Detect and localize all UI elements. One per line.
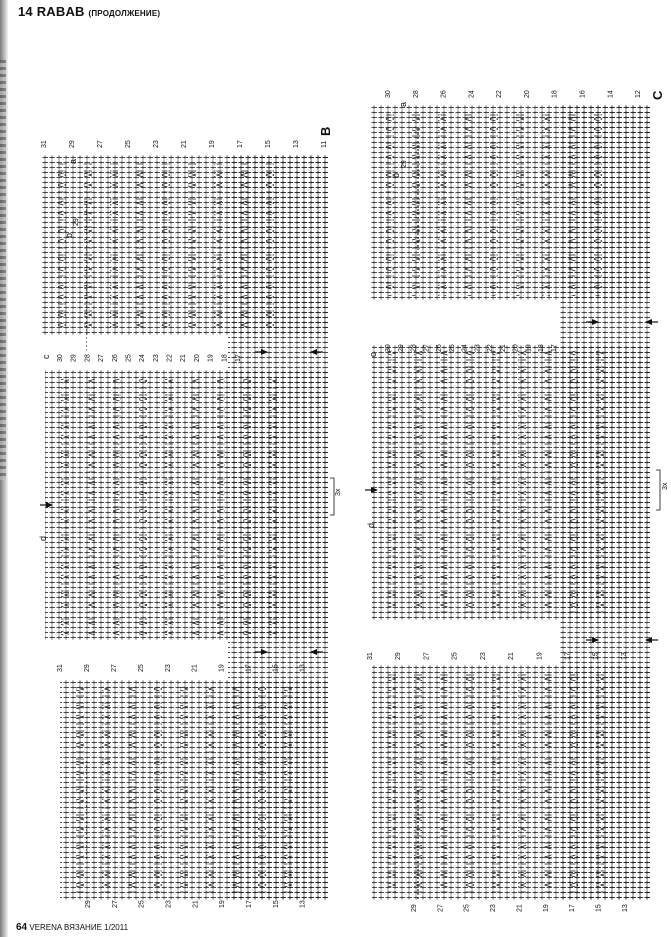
marker-b-row-left: 29 [73, 218, 80, 226]
marker-c-left: c [41, 354, 51, 359]
left-bot-lower-row-number: 27 [111, 900, 119, 908]
right-bot-row-number: 25 [451, 652, 459, 660]
pattern-number: 14 [18, 4, 33, 19]
left-mid-row-number: 24 [139, 354, 147, 362]
right-mid-row-number: 18 [538, 344, 546, 352]
right-top-row-number: 22 [496, 90, 504, 98]
left-mid-row-number: 25 [125, 354, 133, 362]
right-mid-row-number: 24 [461, 344, 469, 352]
right-mid-row-number: 29 [397, 344, 405, 352]
left-bot-row-number: 31 [57, 664, 64, 672]
page-number: 64 [16, 922, 28, 933]
right-bot-row-number: 17 [564, 652, 572, 660]
left-top-row-number: 19 [209, 140, 216, 148]
right-bot-row-number: 13 [620, 652, 628, 660]
left-bot-lower-row-number: 19 [219, 900, 227, 908]
right-bot-lower-row-number: 13 [621, 904, 629, 912]
left-mid-row-number: 20 [193, 354, 201, 362]
right-bot-row-number: 31 [367, 652, 374, 660]
left-bot-lower-row-number: 25 [138, 900, 146, 908]
right-top-row-number: 16 [579, 90, 587, 98]
left-bot-lower-row-number: 15 [272, 900, 280, 908]
left-bot-lower-row-number: 13 [299, 900, 307, 908]
left-top-row-number: 17 [237, 140, 244, 148]
left-mid-row-number: 30 [57, 354, 64, 362]
diagram-label-b: B [318, 126, 333, 136]
right-top-row-number: 18 [551, 90, 559, 98]
left-bot-row-number: 13 [299, 664, 307, 672]
left-top-row-number: 23 [153, 140, 160, 148]
left-bot-row-number: 23 [164, 664, 172, 672]
left-bot-row-number: 15 [272, 664, 280, 672]
left-top-row-number: 31 [41, 140, 48, 148]
repeat-label-left: 3x [335, 488, 342, 496]
left-bot-row-number: 29 [83, 664, 91, 672]
right-bot-row-number: 21 [508, 652, 516, 660]
left-mid-row-number: 29 [70, 354, 78, 362]
left-top-row-number: 11 [321, 140, 328, 148]
marker-a-left: a [68, 158, 78, 164]
right-mid-row-number: 28 [410, 344, 418, 352]
right-top-row-number: 26 [440, 90, 448, 98]
right-mid-row-number: 17 [551, 344, 558, 352]
right-mid-row-number: 26 [436, 344, 444, 352]
right-top-row-number: 28 [412, 90, 420, 98]
left-mid-row-number: 17 [235, 354, 242, 362]
left-mid-row-number: 27 [98, 354, 106, 362]
right-mid-row-number: 27 [423, 344, 431, 352]
right-bot-row-number: 19 [536, 652, 544, 660]
marker-d-right: d [366, 522, 376, 528]
left-mid-row-number: 21 [180, 354, 188, 362]
right-bot-lower-row-number: 19 [542, 904, 550, 912]
left-top-row-number: 15 [265, 140, 272, 148]
right-top-row-number: 24 [468, 90, 476, 98]
right-bot-row-number: 15 [592, 652, 600, 660]
right-bot-lower-row-number: 21 [516, 904, 524, 912]
right-bot-lower-row-number: 27 [437, 904, 445, 912]
right-bot-lower-row-number: 25 [463, 904, 471, 912]
left-mid-row-number: 23 [152, 354, 160, 362]
left-mid-row-number: 18 [221, 354, 229, 362]
left-top-row-number: 25 [125, 140, 132, 148]
marker-b-row-right: 29 [401, 160, 408, 168]
right-bot-lower-row-number: 29 [411, 904, 418, 912]
left-top-row-number: 29 [69, 140, 76, 148]
right-top-row-number: 12 [635, 90, 643, 98]
left-mid-row-number: 26 [111, 354, 119, 362]
right-top-row-number: 30 [385, 90, 392, 98]
right-bot-row-number: 29 [395, 652, 403, 660]
right-bot-lower-row-number: 15 [595, 904, 603, 912]
marker-d-left: d [38, 535, 48, 541]
right-top-row-number: 20 [523, 90, 531, 98]
left-bot-row-number: 17 [245, 664, 253, 672]
page-footer [16, 922, 128, 933]
marker-a-right: a [398, 101, 408, 107]
left-top-row-number: 13 [293, 140, 300, 148]
right-mid-row-number: 20 [512, 344, 520, 352]
left-bot-lower-row-number: 29 [85, 900, 92, 908]
left-mid-row-number: 19 [207, 354, 215, 362]
left-bot-row-number: 19 [218, 664, 226, 672]
diagram-label-c: C [650, 90, 665, 100]
magazine-issue: VERENA ВЯЗАНИЕ 1/2011 [29, 923, 129, 932]
pattern-subtitle: (ПРОДОЛЖЕНИЕ) [88, 9, 161, 18]
left-top-row-number: 21 [181, 140, 188, 148]
right-bot-row-number: 27 [423, 652, 431, 660]
pattern-title: RABAB [36, 4, 85, 19]
right-mid-row-number: 23 [474, 344, 482, 352]
left-bot-row-number: 27 [110, 664, 118, 672]
right-bot-row-number: 23 [479, 652, 487, 660]
left-top-row-number: 27 [97, 140, 104, 148]
left-mid-row-number: 28 [84, 354, 92, 362]
right-top-row-number: 14 [607, 90, 615, 98]
left-bot-row-number: 25 [137, 664, 145, 672]
marker-b-left: b [64, 232, 74, 238]
right-mid-row-number: 21 [499, 344, 507, 352]
left-bot-lower-row-number: 17 [245, 900, 253, 908]
left-bot-lower-row-number: 21 [192, 900, 200, 908]
left-bot-lower-row-number: 23 [165, 900, 173, 908]
right-mid-row-number: 19 [525, 344, 533, 352]
left-mid-row-number: 22 [166, 354, 174, 362]
right-bot-lower-row-number: 23 [490, 904, 498, 912]
left-bot-row-number: 21 [191, 664, 199, 672]
right-mid-row-number: 30 [385, 344, 392, 352]
repeat-label-right: 3x [662, 482, 669, 490]
right-mid-row-number: 22 [487, 344, 495, 352]
marker-b-right: b [391, 172, 401, 178]
marker-c-right: c [368, 352, 378, 357]
right-mid-row-number: 25 [448, 344, 456, 352]
right-bot-lower-row-number: 17 [569, 904, 577, 912]
